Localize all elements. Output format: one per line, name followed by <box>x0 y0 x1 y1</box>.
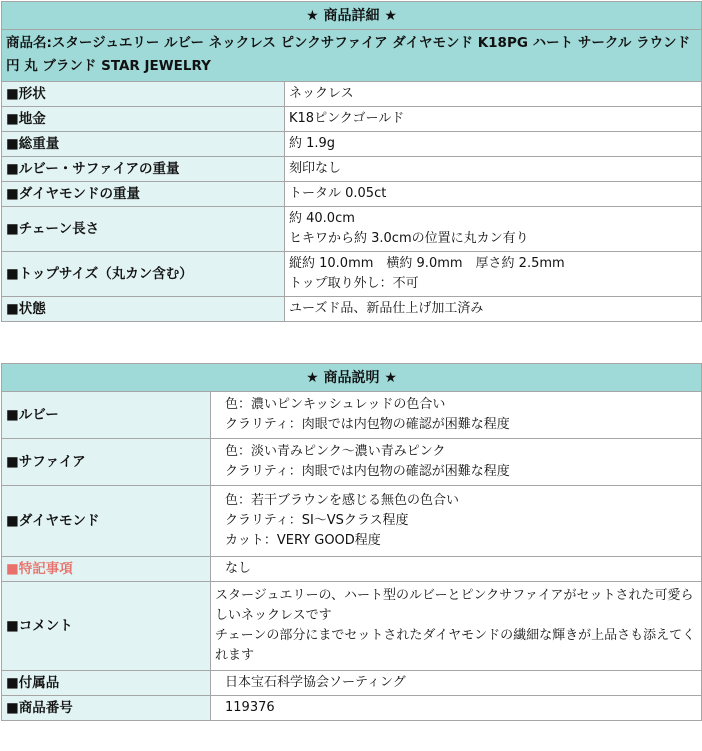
description-header: ★ 商品説明 ★ <box>2 364 702 392</box>
value-line: 縦約 10.0mm 横約 9.0mm 厚さ約 2.5mm <box>289 256 565 271</box>
table-row <box>2 157 702 182</box>
row-label-diamond-weight: ■ダイヤモンドの重量 <box>2 182 285 207</box>
table-row <box>2 297 702 322</box>
table-row <box>2 439 702 486</box>
value-line: ヒキワから約 3.0cmの位置に丸カン有り <box>289 231 529 246</box>
row-label-comment: ■コメント <box>2 582 211 671</box>
product-description-table <box>1 363 702 721</box>
value-line: クラリティ：肉眼では内包物の確認が困難な程度 <box>225 464 510 479</box>
row-label-chain-length: ■チェーン長さ <box>2 207 285 252</box>
row-value-diamond <box>211 486 702 557</box>
details-header: ★ 商品詳細 ★ <box>2 2 702 30</box>
product-details-table <box>1 1 702 322</box>
table-row <box>2 557 702 582</box>
row-value-product-number: 119376 <box>211 696 702 721</box>
row-value-top-size <box>285 252 702 297</box>
row-label-top-size: ■トップサイズ（丸カン含む） <box>2 252 285 297</box>
row-value-ruby <box>211 392 702 439</box>
row-value-accessories: 日本宝石科学協会ソーティング <box>211 671 702 696</box>
value-line: トップ取り外し：不可 <box>289 276 419 291</box>
row-value-shape: ネックレス <box>285 82 702 107</box>
table-row <box>2 671 702 696</box>
table-row <box>2 107 702 132</box>
comment-line: チェーンの部分にまでセットされたダイヤモンドの繊細な輝きが上品さも添えてくれます <box>215 628 696 663</box>
value-line: 色：淡い青みピンク～濃い青みピンク <box>225 444 446 459</box>
table-row <box>2 486 702 557</box>
row-label-condition: ■状態 <box>2 297 285 322</box>
product-name: 商品名:スタージュエリー ルビー ネックレス ピンクサファイア ダイヤモンド K18PG ハート サークル ラウンド 円 丸 ブランド STAR JEWELRY <box>2 30 702 82</box>
row-label-total-weight: ■総重量 <box>2 132 285 157</box>
table-row <box>2 392 702 439</box>
row-label-special-notes: ■特記事項 <box>2 557 211 582</box>
row-value-diamond-weight: トータル 0.05ct <box>285 182 702 207</box>
value-line: クラリティ：肉眼では内包物の確認が困難な程度 <box>225 417 510 432</box>
row-label-product-number: ■商品番号 <box>2 696 211 721</box>
table-row <box>2 252 702 297</box>
row-value-total-weight: 約 1.9g <box>285 132 702 157</box>
table-row <box>2 582 702 671</box>
value-line: カット：VERY GOOD程度 <box>225 533 381 548</box>
row-value-condition: ユーズド品、新品仕上げ加工済み <box>285 297 702 322</box>
table-row <box>2 207 702 252</box>
row-value-metal: K18ピンクゴールド <box>285 107 702 132</box>
row-value-special-notes: なし <box>211 557 702 582</box>
row-label-shape: ■形状 <box>2 82 285 107</box>
row-label-ruby: ■ルビー <box>2 392 211 439</box>
table-row <box>2 696 702 721</box>
table-row <box>2 182 702 207</box>
row-value-chain-length <box>285 207 702 252</box>
row-label-gem-weight: ■ルビー・サファイアの重量 <box>2 157 285 182</box>
value-line: 約 40.0cm <box>289 211 355 226</box>
row-value-sapphire <box>211 439 702 486</box>
table-row <box>2 132 702 157</box>
value-line: クラリティ：SI～VSクラス程度 <box>225 513 409 528</box>
row-label-sapphire: ■サファイア <box>2 439 211 486</box>
value-line: 色：若干ブラウンを感じる無色の色合い <box>225 493 460 508</box>
comment-line: スタージュエリーの、ハート型のルビーとピンクサファイアがセットされた可愛らしいネックレスです <box>215 588 694 623</box>
value-line: 色：濃いピンキッシュレッドの色合い <box>225 397 446 412</box>
row-label-accessories: ■付属品 <box>2 671 211 696</box>
row-label-diamond: ■ダイヤモンド <box>2 486 211 557</box>
row-value-comment <box>211 582 702 671</box>
row-label-metal: ■地金 <box>2 107 285 132</box>
row-value-gem-weight: 刻印なし <box>285 157 702 182</box>
table-row <box>2 82 702 107</box>
